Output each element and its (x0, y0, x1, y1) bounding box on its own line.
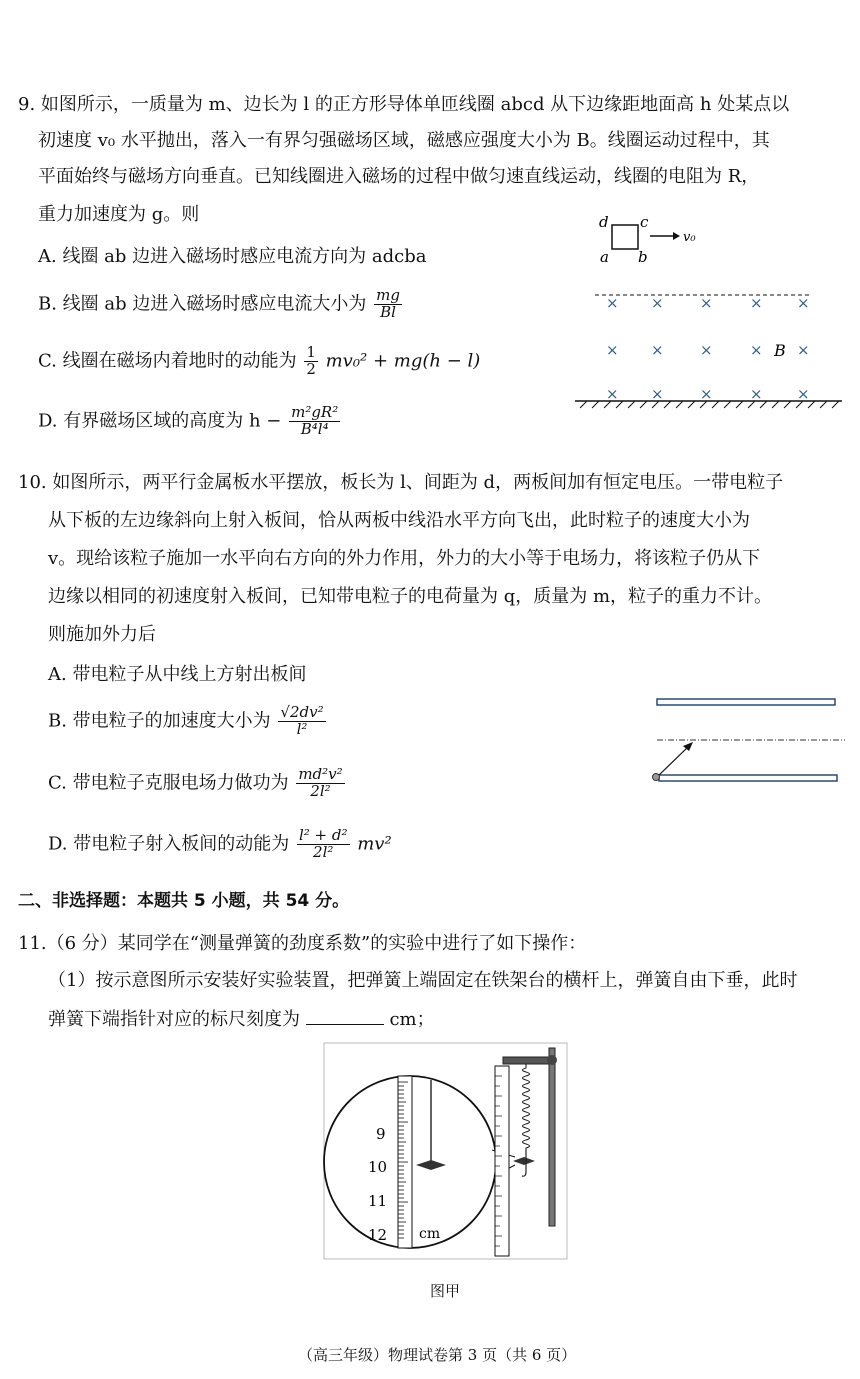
particle-dot (653, 774, 660, 781)
q10-option-c-denominator: 2l² (310, 781, 331, 800)
spring-coil (523, 1064, 530, 1150)
field-cross: × (651, 341, 664, 359)
coil-square (612, 225, 638, 249)
coil-label-b: b (638, 248, 648, 266)
q9-stem-line-4: 重力加速度为 g。则 (38, 204, 200, 225)
q9-option-d (38, 405, 342, 438)
field-cross: × (606, 385, 619, 403)
q11-answer-blank[interactable] (306, 1010, 384, 1025)
scale-unit-label: cm (419, 1226, 441, 1242)
meter-ruler (495, 1066, 509, 1256)
q11-part1-line-1: （1）按示意图所示安装好实验装置，把弹簧上端固定在铁架台的横杆上，弹簧自由下垂，此时 (48, 970, 798, 991)
stand-crossbar (503, 1057, 553, 1064)
q10-stem-line-4: 边缘以相同的初速度射入板间，已知带电粒子的电荷量为 q，质量为 m，粒子的重力不计。 (48, 586, 773, 607)
field-label-b: B (774, 341, 786, 360)
lower-plate (659, 775, 837, 781)
q9-option-c-numerator: 1 (306, 343, 316, 361)
q10-option-c (48, 767, 347, 800)
q9-option-b (38, 288, 404, 321)
q10-option-b (48, 705, 328, 738)
scale-label-12: 12 (368, 1226, 388, 1244)
coil-label-d: d (599, 213, 609, 231)
q10-option-c-numerator: md²v² (298, 765, 343, 783)
section-2-heading: 二、非选择题：本题共 5 小题，共 54 分。 (18, 891, 350, 911)
q9-stem-line-2: 初速度 v₀ 水平抛出，落入一有界匀强磁场区域，磁感应强度大小为 B。线圈运动过程中，其 (38, 130, 770, 151)
q10-option-d-denominator: 2l² (313, 842, 334, 861)
field-cross: × (606, 341, 619, 359)
q9-stem-line-1: 9. 如图所示，一质量为 m、边长为 l 的正方形导体单匝线圈 abcd 从下边缘距地面高 h 处某点以 (18, 94, 790, 115)
q10-parallel-plates-figure (645, 690, 850, 790)
q9-option-b-fraction (374, 288, 402, 321)
q9-option-b-numerator: mg (376, 286, 400, 304)
q10-stem-line-5: 则施加外力后 (48, 624, 156, 645)
velocity-label: v₀ (683, 230, 696, 245)
q9-option-d-denominator: B⁴l⁴ (300, 419, 329, 438)
q10-option-d (48, 828, 392, 861)
q10-option-b-denominator: l² (296, 719, 308, 738)
scale-label-11: 11 (368, 1192, 388, 1210)
q9-magnetic-field-figure (570, 205, 850, 420)
q10-stem-line-3: v。现给该粒子施加一水平向右方向的外力作用，外力的大小等于电场力，将该粒子仍从下 (48, 548, 761, 569)
coil-label-a: a (600, 248, 609, 266)
stand-clamp-knob (547, 1055, 557, 1065)
q9-option-c (38, 345, 480, 378)
q11-spring-apparatus-figure (320, 1040, 575, 1262)
q9-option-d-text: D. 有界磁场区域的高度为 h − (38, 410, 282, 432)
q9-stem-line-3: 平面始终与磁场方向垂直。已知线圈进入磁场的过程中做匀速直线运动，线圈的电阻为 R， (38, 166, 760, 187)
field-cross: × (700, 341, 713, 359)
q10-stem-line-2: 从下板的左边缘斜向上射入板间，恰从两板中线沿水平方向飞出，此时粒子的速度大小为 (48, 510, 750, 531)
spring-pointer (513, 1157, 535, 1165)
q10-option-a: A. 带电粒子从中线上方射出板间 (48, 664, 307, 685)
field-cross: × (797, 385, 810, 403)
coil-label-c: c (640, 213, 649, 231)
q9-option-b-text: B. 线圈 ab 边进入磁场时感应电流大小为 (38, 293, 367, 315)
q9-option-c-text: C. 线圈在磁场内着地时的动能为 (38, 350, 297, 372)
q10-option-d-numerator: l² + d² (298, 826, 348, 844)
field-cross: × (750, 385, 763, 403)
field-cross: × (606, 294, 619, 312)
upper-plate (657, 699, 835, 705)
q10-option-d-fraction (297, 828, 350, 861)
q10-option-c-fraction (296, 767, 344, 800)
particle-velocity-arrow (657, 746, 689, 777)
field-cross: × (797, 294, 810, 312)
q10-option-b-numerator: √2dv² (280, 703, 324, 721)
field-cross: × (750, 294, 763, 312)
q10-option-c-text: C. 带电粒子克服电场力做功为 (48, 772, 289, 794)
field-cross: × (700, 385, 713, 403)
q10-option-b-text: B. 带电粒子的加速度大小为 (48, 710, 271, 732)
q10-option-d-text: D. 带电粒子射入板间的动能为 (48, 833, 290, 855)
q9-option-d-fraction (289, 405, 340, 438)
field-cross: × (797, 341, 810, 359)
q9-option-b-denominator: Bl (380, 302, 396, 321)
q9-option-c-denominator: 2 (306, 359, 316, 378)
q11-part1-line-2 (48, 1005, 435, 1031)
page-footer: （高三年级）物理试卷第 3 页（共 6 页） (298, 1346, 577, 1364)
stand-pole (549, 1048, 555, 1226)
field-cross: × (651, 385, 664, 403)
q10-stem-line-1: 10. 如图所示，两平行金属板水平摆放，板长为 l、间距为 d，两板间加有恒定电压。一带电粒子 (18, 472, 784, 493)
velocity-arrowhead-icon (673, 232, 680, 240)
scale-label-9: 9 (376, 1125, 386, 1143)
q11-stem: 11.（6 分）某同学在“测量弹簧的劲度系数”的实验中进行了如下操作： (18, 933, 587, 954)
q11-part1-unit: cm； (389, 1009, 435, 1030)
field-cross: × (750, 341, 763, 359)
q11-part1-text: 弹簧下端指针对应的标尺刻度为 (48, 1009, 300, 1030)
q11-figure-caption: 图甲 (430, 1282, 461, 1300)
field-cross: × (700, 294, 713, 312)
q9-option-a: A. 线圈 ab 边进入磁场时感应电流方向为 adcba (38, 246, 427, 267)
field-cross: × (651, 294, 664, 312)
q9-option-c-tail: mv₀² + mg(h − l) (325, 350, 481, 372)
q9-option-d-numerator: m²gR² (291, 403, 339, 421)
scale-label-10: 10 (368, 1158, 388, 1176)
q9-option-c-fraction (304, 345, 318, 378)
q10-option-d-tail: mv² (357, 833, 392, 855)
q10-option-b-fraction (278, 705, 325, 738)
